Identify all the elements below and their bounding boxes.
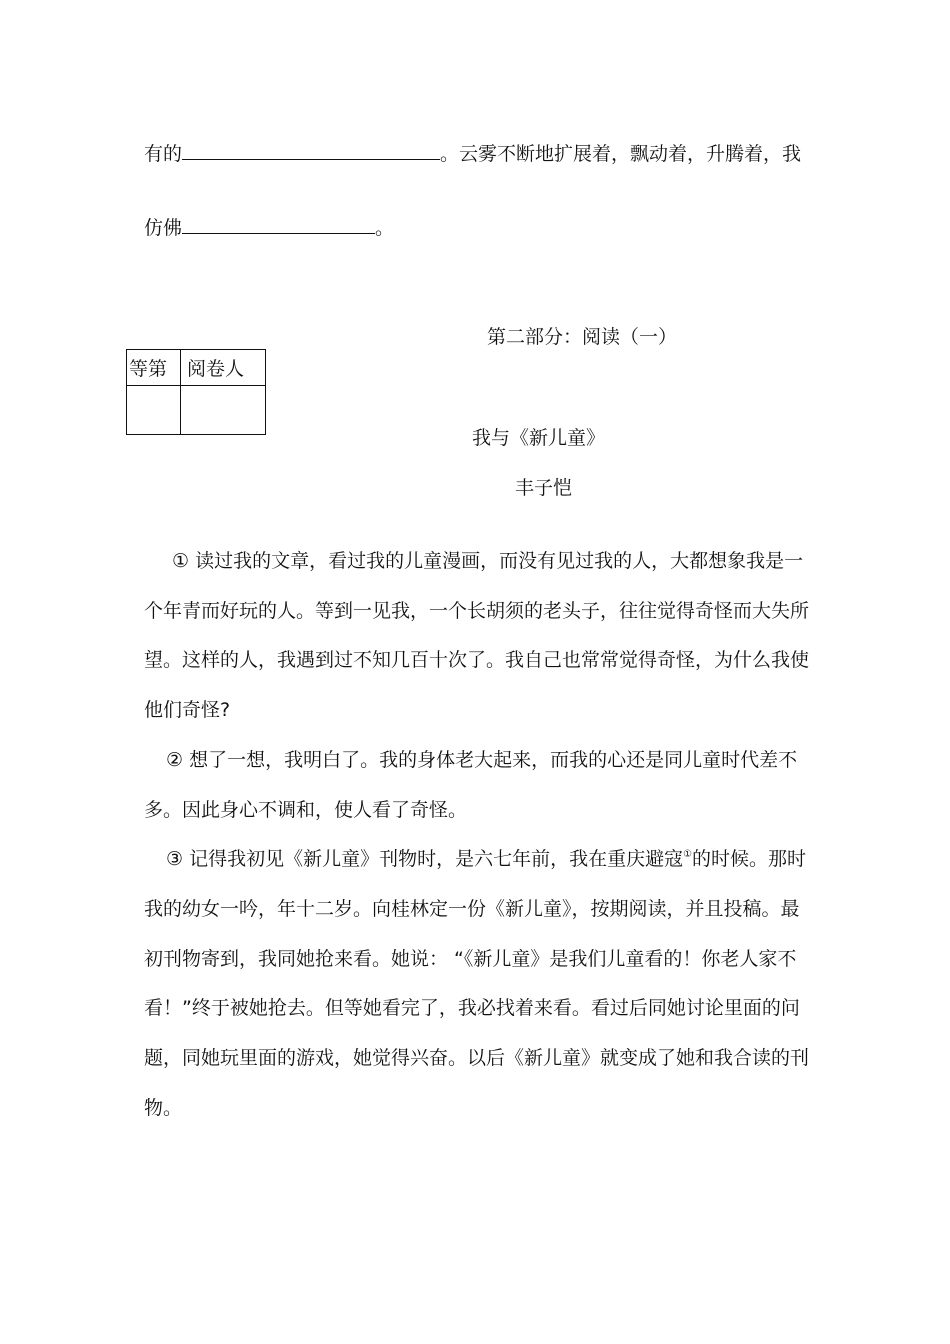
paragraph-3-part-a: ③ 记得我初见《新儿童》刊物时，是六七年前，我在重庆避寇 <box>166 848 684 871</box>
article-body <box>144 537 814 1133</box>
answer-blank-1[interactable] <box>182 139 440 160</box>
fill-in-line-1 <box>144 139 801 166</box>
fill-in-suffix-1: 。云雾不断地扩展着，飘动着，升腾着，我 <box>440 143 802 165</box>
fill-in-suffix-2: 。 <box>375 217 395 239</box>
footnote-marker: ① <box>683 849 693 861</box>
grade-header: 等第 <box>127 350 181 386</box>
fill-in-prefix-1: 有的 <box>144 143 183 165</box>
grader-cell[interactable] <box>181 386 266 435</box>
paragraph-1: ① 读过我的文章，看过我的儿童漫画，而没有见过我的人，大都想象我是一个年青而好玩的人。等到一见我，一个长胡须的老头子，往往觉得奇怪而大失所望。这样的人，我遇到过不知几百十次了。我自己也常常觉得奇怪，为什么我使他们奇怪? <box>144 550 810 722</box>
paragraph-3 <box>144 835 814 1133</box>
answer-blank-2[interactable] <box>182 213 375 234</box>
grader-header: 阅卷人 <box>181 350 266 386</box>
paragraph-3-part-b: 的时候。那时我的幼女一吟，年十二岁。向桂林定一份《新儿童》，按期阅读，并且投稿。最初刊物寄到，我同她抢来看。她说： “《新儿童》是我们儿童看的！你老人家不看！”终于被她抢去。但等她看完了，我必找着来看。看过后同她讨论里面的问题，同她玩里面的游戏，她觉得兴奋。以后《新儿童》就变成了她和我合读的刊物。 <box>144 848 810 1119</box>
article-author: 丰子恺 <box>515 477 573 499</box>
article-title: 我与《新儿童》 <box>472 427 606 449</box>
fill-in-line-2 <box>144 213 394 240</box>
section-title: 第二部分：阅读（一） <box>487 326 678 348</box>
grade-cell[interactable] <box>127 386 181 435</box>
grade-box <box>126 349 266 435</box>
paragraph-2: ② 想了一想，我明白了。我的身体老大起来，而我的心还是同儿童时代差不多。因此身心不调和，使人看了奇怪。 <box>144 748 798 821</box>
fill-in-prefix-2: 仿佛 <box>144 217 183 239</box>
